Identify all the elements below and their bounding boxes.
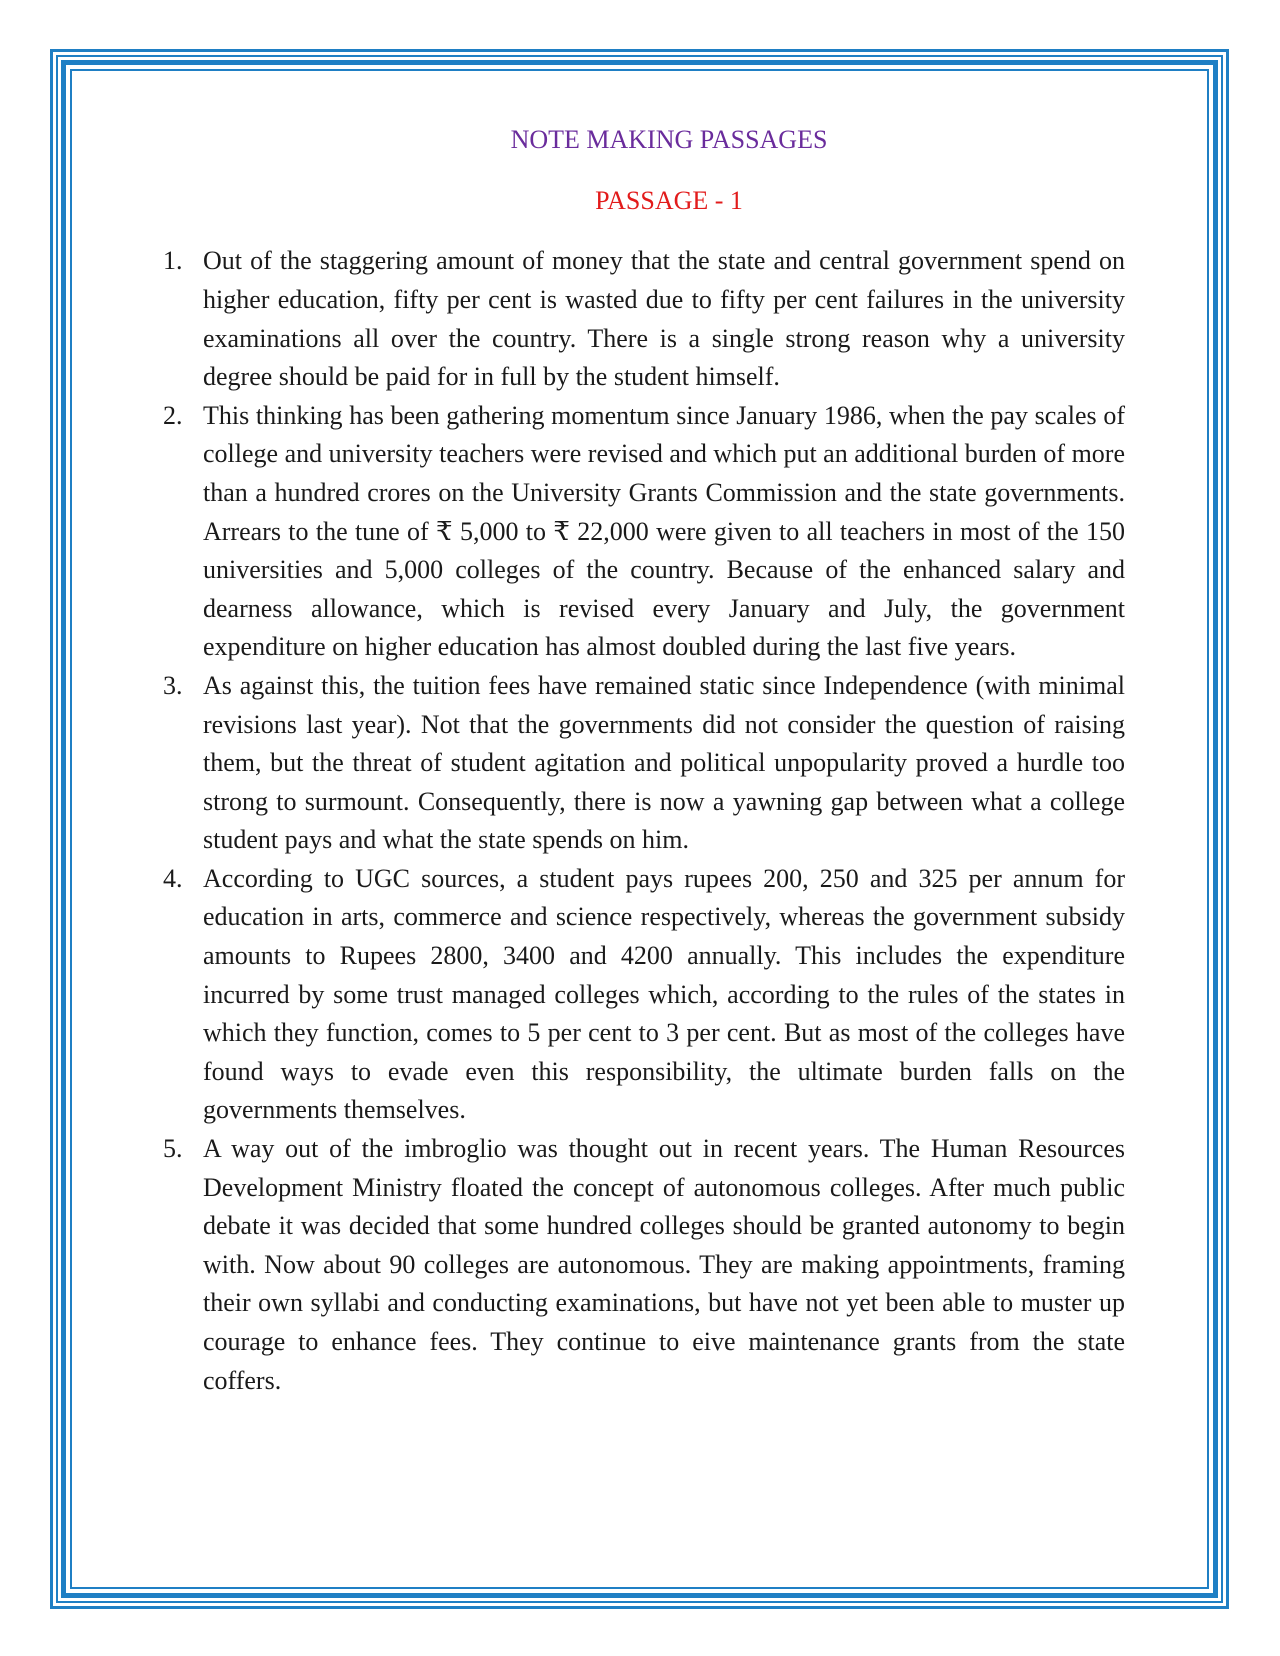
paragraph-4 <box>163 860 1125 1130</box>
page-title: NOTE MAKING PASSAGES <box>510 125 828 154</box>
paragraph-text: As against this, the tuition fees have remained static since Independence (with minimal revisions last year). Not that the governments did not consider the question of raising them, but the threat of student agitation and political unpopularity proved a hurdle too strong to surmount. Consequently, there is now a yawning gap between what a college student pays and what the state spends on him. <box>203 670 1125 855</box>
paragraph-5 <box>163 1130 1125 1400</box>
paragraph-1 <box>163 242 1125 396</box>
paragraph-text: Out of the staggering amount of money that the state and central government spend on higher education, fifty per cent is wasted due to fifty per cent failures in the university examinations all over the country. There is a single strong reason why a university degree should be paid for in full by the student himself. <box>203 246 1125 392</box>
passage-heading: PASSAGE - 1 <box>595 186 743 216</box>
paragraph-number: 5. <box>163 1134 183 1164</box>
paragraph-text: According to UGC sources, a student pays rupees 200, 250 and 325 per annum for education in arts, commerce and science respectively, whereas the government subsidy amounts to Rupees 2800, 3400 and 4200 annually. This includes the expenditure incurred by some trust managed colleges which, according to the rules of the states in which they function, comes to 5 per cent to 3 per cent. But as most of the colleges have found ways to evade even this responsibility, the ultimate burden falls on the governments themselves. <box>203 863 1125 1125</box>
passage-list <box>163 242 1125 1400</box>
paragraph-2 <box>163 397 1125 667</box>
document-content <box>163 124 1125 1400</box>
paragraph-text: A way out of the imbroglio was thought out in recent years. The Human Resources Development Ministry floated the concept of autonomous colleges. After much public debate it was decided that some hundred colleges should be granted autonomy to begin with. Now about 90 colleges are autonomous. They are making appointments, framing their own syllabi and conducting examinations, but have not yet been able to muster up courage to enhance fees. They continue to eive maintenance grants from the state coffers. <box>203 1134 1125 1395</box>
paragraph-text: This thinking has been gathering momentum since January 1986, when the pay scales of college and university teachers were revised and which put an additional burden of more than a hundred crores on the University Grants Commission and the state governments. Arrears to the tune of ₹ 5,000 to ₹ 22,000 were given to all teachers in most of the 150 universities and 5,000 colleges of the country. Because of the enhanced salary and dearness allowance, which is revised every January and July, the government expenditure on higher education has almost doubled during the last five years. <box>203 400 1125 662</box>
paragraph-number: 1. <box>163 246 183 276</box>
paragraph-3 <box>163 667 1125 860</box>
paragraph-number: 4. <box>163 863 183 893</box>
paragraph-number: 3. <box>163 670 183 700</box>
paragraph-number: 2. <box>163 400 183 430</box>
